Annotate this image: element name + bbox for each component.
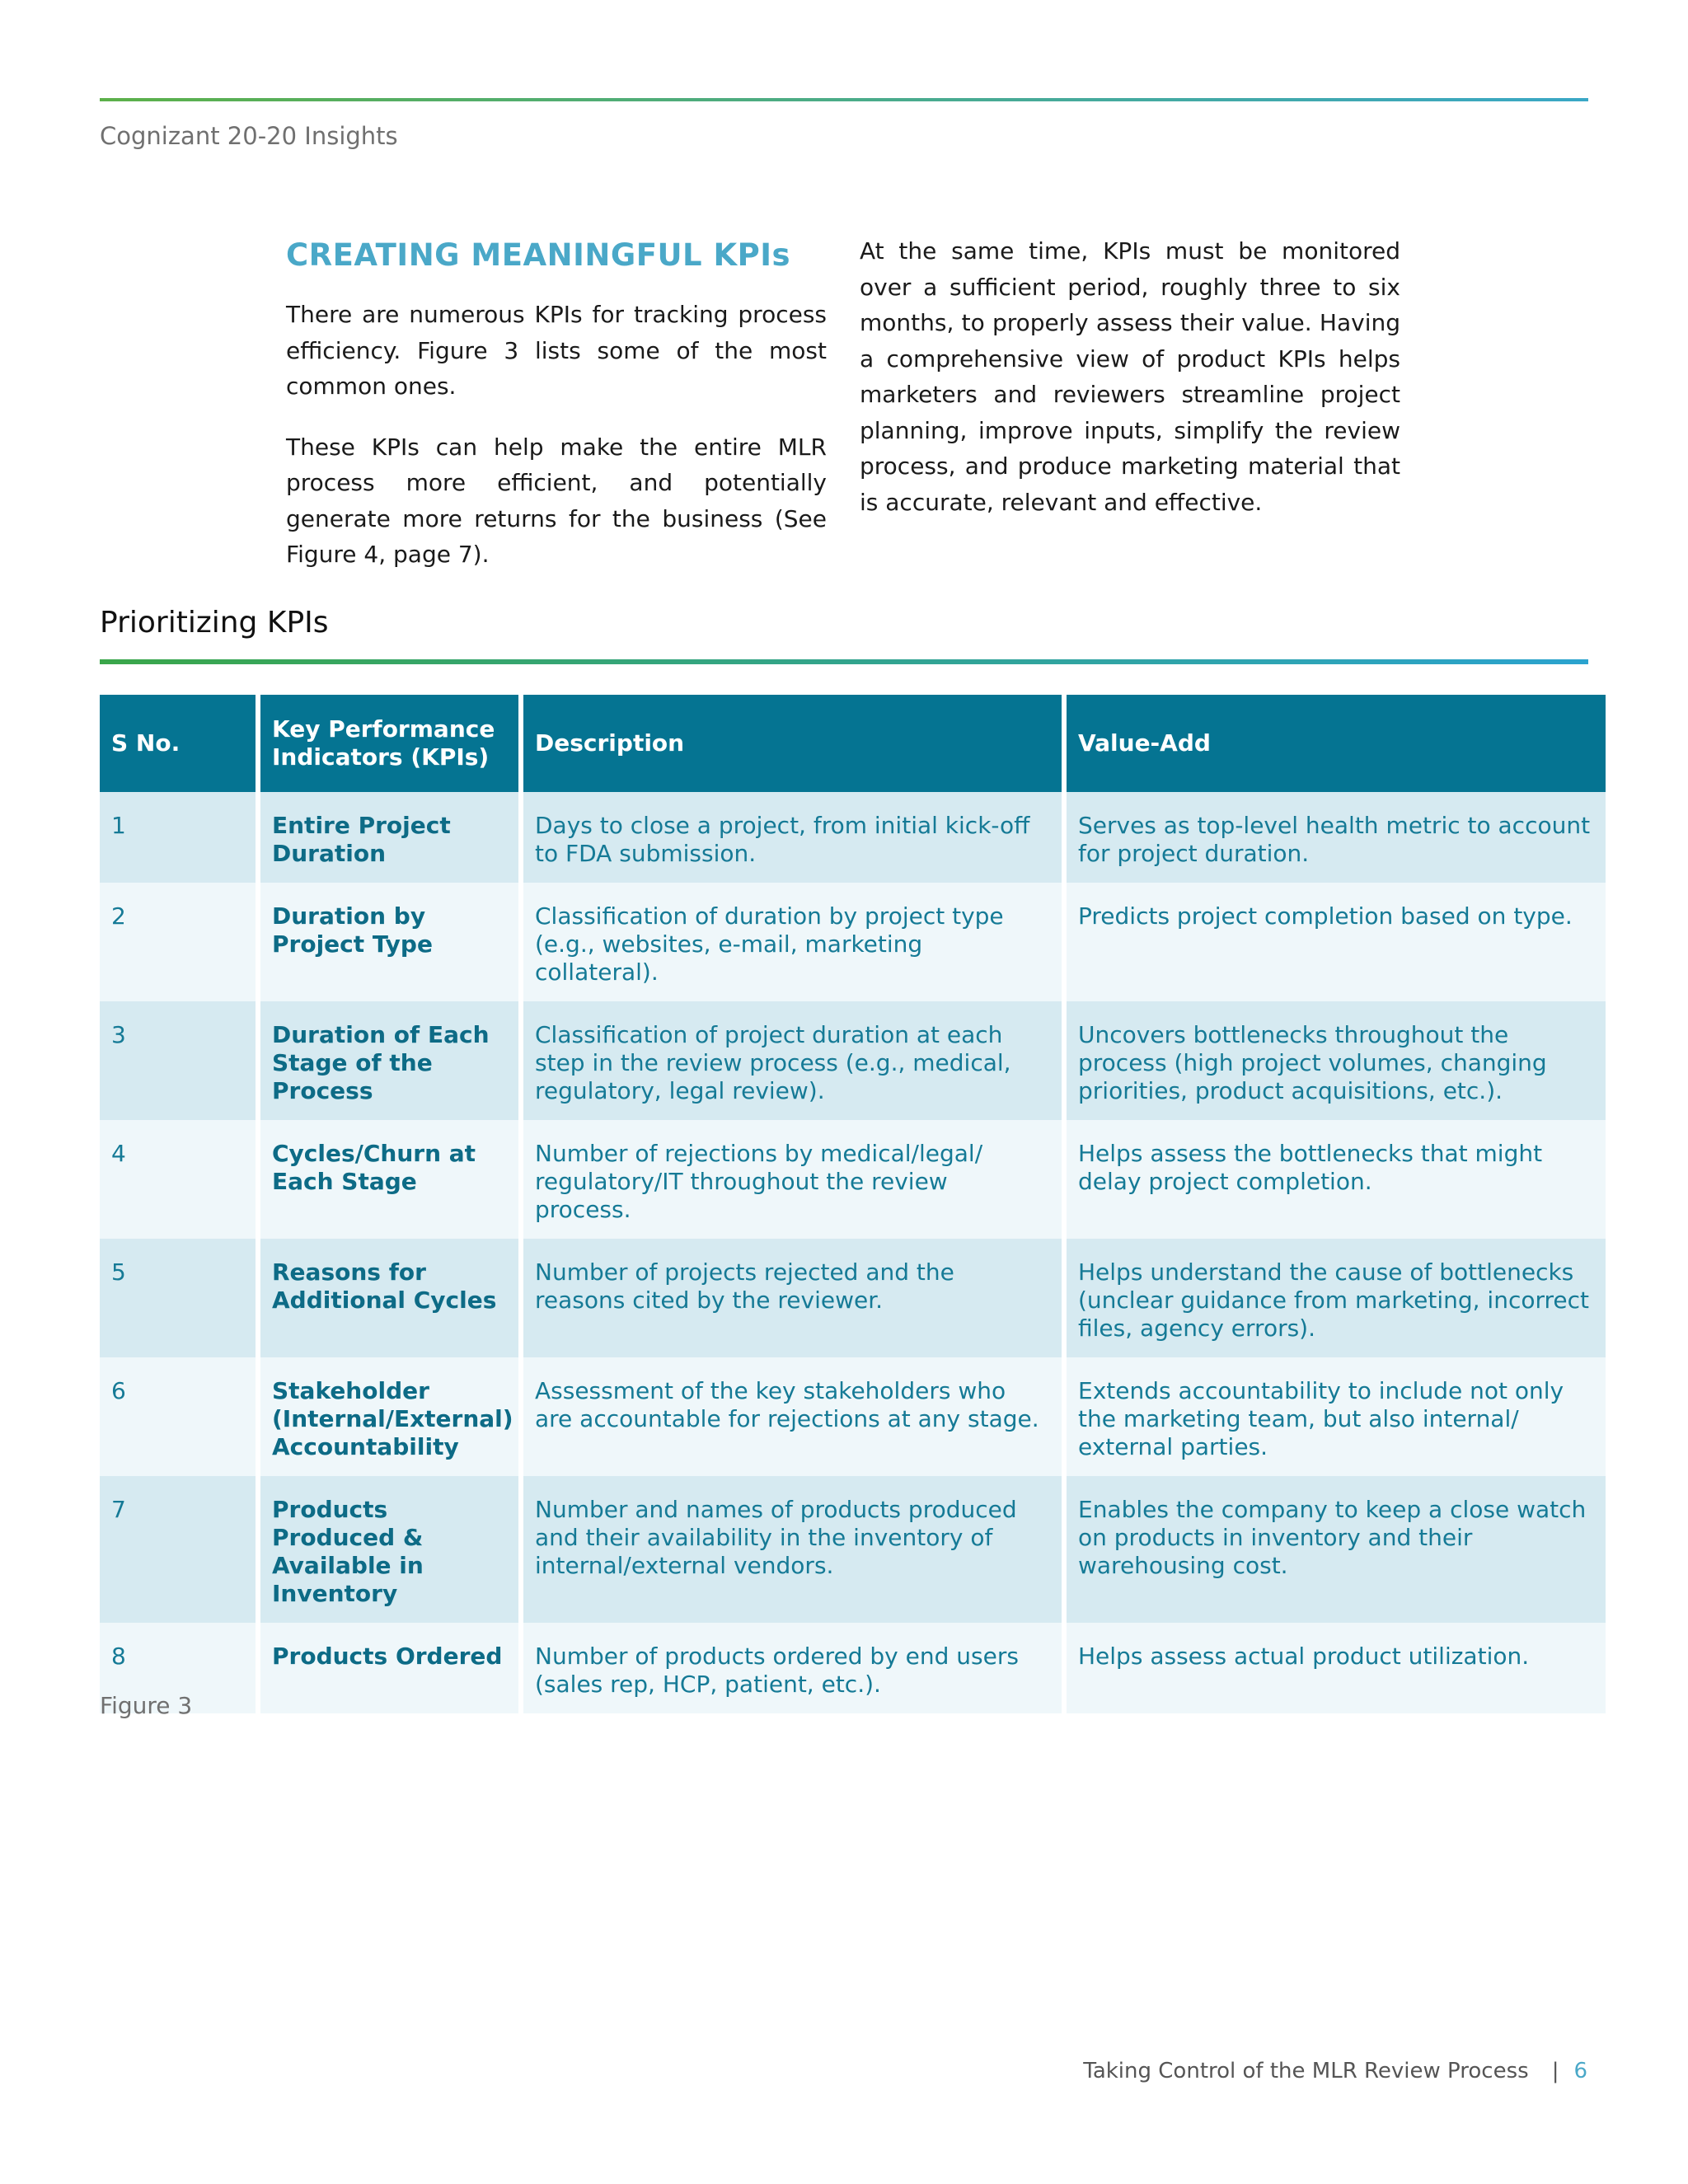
- cell-sno: 2: [100, 883, 256, 1001]
- cell-sno: 1: [100, 792, 256, 883]
- table-row: [100, 1623, 1606, 1713]
- cell-sno: 7: [100, 1476, 256, 1623]
- cell-description: Days to close a project, from initial kick-off to FDA submission.: [523, 792, 1062, 883]
- cell-kpi: Entire Project Duration: [260, 792, 518, 883]
- table-row: [100, 1357, 1606, 1476]
- cell-description: Number and names of products produced and their availability in the inventory of internal/external vendors.: [523, 1476, 1062, 1623]
- section-title: Prioritizing KPIs: [100, 606, 329, 640]
- header-kpi: Key Performance Indicators (KPIs): [260, 695, 518, 792]
- cell-description: Number of rejections by medical/legal/ regulatory/IT throughout the review process.: [523, 1120, 1062, 1239]
- cell-description: Number of projects rejected and the reasons cited by the reviewer.: [523, 1239, 1062, 1357]
- cell-sno: 5: [100, 1239, 256, 1357]
- table-row: [100, 1476, 1606, 1623]
- cell-value-add: Helps understand the cause of bottlenecks (unclear guidance from marketing, incorrect files, agency errors).: [1067, 1239, 1606, 1357]
- cell-value-add: Enables the company to keep a close watch on products in inventory and their warehousing cost.: [1067, 1476, 1606, 1623]
- cell-kpi: Stakeholder (Internal/External) Accountability: [260, 1357, 518, 1476]
- figure-caption: Figure 3: [100, 1692, 193, 1719]
- intro-paragraph-2: These KPIs can help make the entire MLR process more efficient, and potentially generate more returns for the business (See Figure 4, page 7).: [286, 433, 827, 568]
- cell-kpi: Duration of Each Stage of the Process: [260, 1001, 518, 1120]
- cell-value-add: Serves as top-level health metric to account for project duration.: [1067, 792, 1606, 883]
- cell-description: Assessment of the key stakeholders who are accountable for rejections at any stage.: [523, 1357, 1062, 1476]
- table-row: [100, 883, 1606, 1001]
- header-rule: [100, 98, 1588, 101]
- header-description: Description: [523, 695, 1062, 792]
- cell-value-add: Helps assess the bottlenecks that might delay project completion.: [1067, 1120, 1606, 1239]
- header-value-add: Value-Add: [1067, 695, 1606, 792]
- cell-sno: 8: [100, 1623, 256, 1713]
- section-rule: [100, 659, 1588, 664]
- page-footer: [1083, 2059, 1587, 2083]
- footer-separator: |: [1551, 2059, 1559, 2083]
- intro-paragraph-1: There are numerous KPIs for tracking process efficiency. Figure 3 lists some of the most common ones.: [286, 301, 827, 400]
- cell-kpi: Duration by Project Type: [260, 883, 518, 1001]
- table-row: [100, 1239, 1606, 1357]
- intro-left-column: [286, 236, 827, 598]
- cell-sno: 4: [100, 1120, 256, 1239]
- table-row: [100, 1001, 1606, 1120]
- intro-right-column: [860, 233, 1400, 545]
- cell-description: Number of products ordered by end users (sales rep, HCP, patient, etc.).: [523, 1623, 1062, 1713]
- page-number: 6: [1573, 2059, 1587, 2083]
- cell-value-add: Predicts project completion based on type.: [1067, 883, 1606, 1001]
- intro-heading: CREATING MEANINGFUL KPIs: [286, 237, 791, 273]
- cell-value-add: Uncovers bottlenecks throughout the process (high project volumes, changing priorities, product acquisitions, etc.).: [1067, 1001, 1606, 1120]
- kpi-table: [95, 695, 1611, 1713]
- cell-value-add: Extends accountability to include not only the marketing team, but also internal/ external parties.: [1067, 1357, 1606, 1476]
- cell-description: Classification of project duration at each step in the review process (e.g., medical, regulatory, legal review).: [523, 1001, 1062, 1120]
- intro-paragraph-3: At the same time, KPIs must be monitored over a sufficient period, roughly three to six months, to properly assess their value. Having a comprehensive view of product KPIs helps marketers and reviewers streamline project planning, improve inputs, simplify the review process, and produce marketing material that is accurate, relevant and effective.: [860, 237, 1400, 516]
- cell-sno: 6: [100, 1357, 256, 1476]
- cell-kpi: Products Produced & Available in Inventory: [260, 1476, 518, 1623]
- footer-title: Taking Control of the MLR Review Process: [1083, 2059, 1529, 2083]
- header-sno: S No.: [100, 695, 256, 792]
- cell-kpi: Cycles/Churn at Each Stage: [260, 1120, 518, 1239]
- table-row: [100, 1120, 1606, 1239]
- cell-sno: 3: [100, 1001, 256, 1120]
- table-header-row: [100, 695, 1606, 792]
- table-row: [100, 792, 1606, 883]
- cell-kpi: Reasons for Additional Cycles: [260, 1239, 518, 1357]
- cell-description: Classification of duration by project type (e.g., websites, e-mail, marketing collateral).: [523, 883, 1062, 1001]
- cell-kpi: Products Ordered: [260, 1623, 518, 1713]
- cell-value-add: Helps assess actual product utilization.: [1067, 1623, 1606, 1713]
- running-header: Cognizant 20-20 Insights: [100, 122, 398, 150]
